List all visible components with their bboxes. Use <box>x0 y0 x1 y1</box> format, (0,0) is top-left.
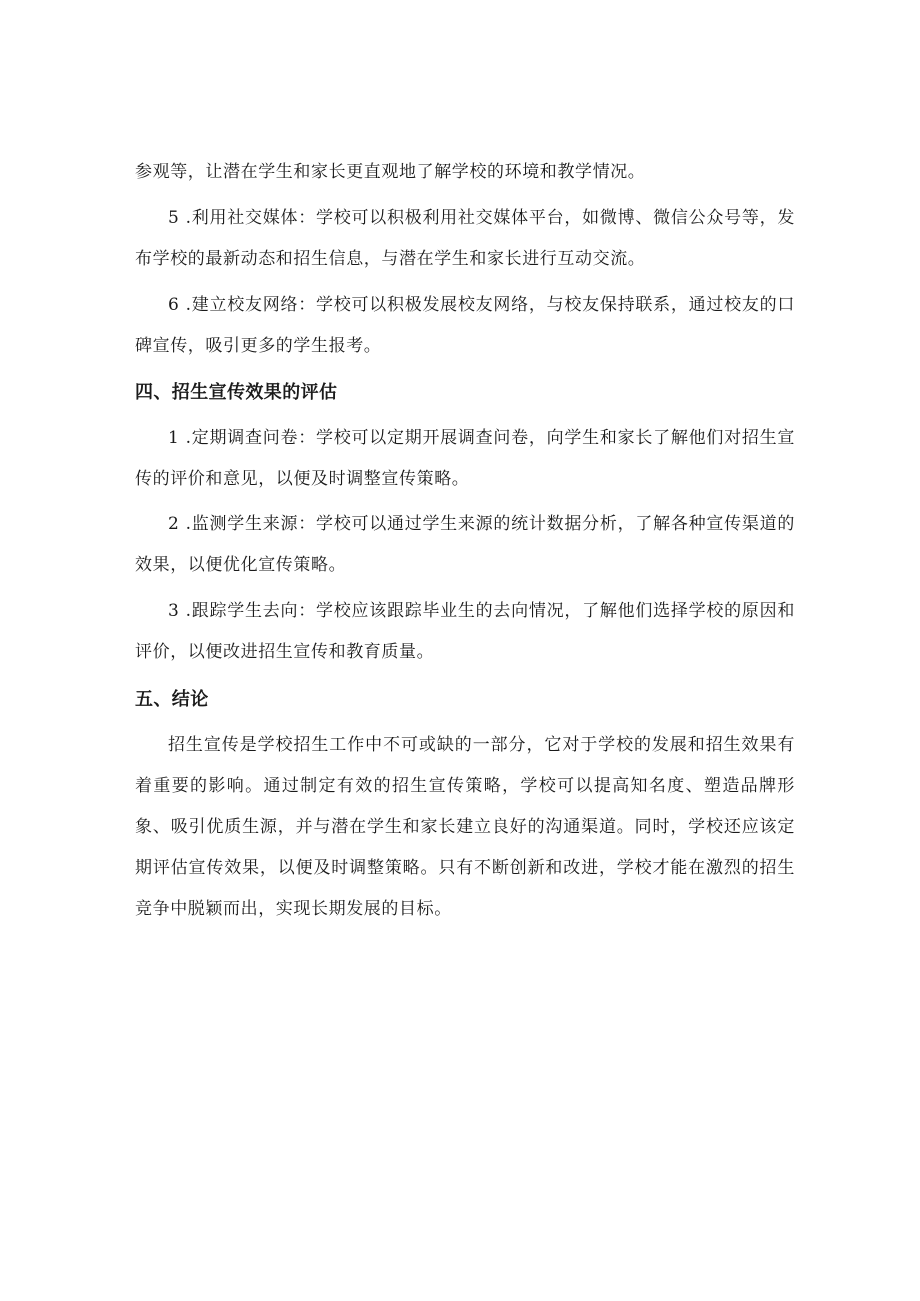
list-item-text: 6 .建立校友网络：学校可以积极发展校友网络，与校友保持联系，通过校友的口碑宣传，吸引更多的学生报考。 <box>135 295 795 356</box>
list-item-text: 1 .定期调查问卷：学校可以定期开展调查问卷，向学生和家长了解他们对招生宣传的评价和意见，以便及时调整宣传策略。 <box>135 428 795 489</box>
paragraph-text: 招生宣传是学校招生工作中不可或缺的一部分，它对于学校的发展和招生效果有着重要的影响。通过制定有效的招生宣传策略，学校可以提高知名度、塑造品牌形象、吸引优质生源，并与潜在学生和家长建立良好的沟通渠道。同时，学校还应该定期评估宣传效果，以便及时调整策略。只有不断创新和改进，学校才能在激烈的招生竞争中脱颖而出，实现长期发展的目标。 <box>135 735 795 919</box>
section-heading-conclusion: 五、结论 <box>135 689 209 710</box>
list-item-6 <box>135 285 795 367</box>
paragraph-text: 参观等，让潜在学生和家长更直观地了解学校的环境和教学情况。 <box>135 162 646 182</box>
section-heading-evaluation: 四、招生宣传效果的评估 <box>135 382 338 403</box>
list-item-2 <box>135 504 795 586</box>
list-item-text: 5 .利用社交媒体：学校可以积极利用社交媒体平台，如微博、微信公众号等，发布学校的最新动态和招生信息，与潜在学生和家长进行互动交流。 <box>135 208 795 269</box>
paragraph-continuation <box>135 152 795 193</box>
list-item-text: 2 .监测学生来源：学校可以通过学生来源的统计数据分析，了解各种宣传渠道的效果，以便优化宣传策略。 <box>135 514 795 575</box>
list-item-5 <box>135 198 795 280</box>
list-item-3 <box>135 591 795 673</box>
list-item-1 <box>135 418 795 500</box>
conclusion-paragraph <box>135 725 795 930</box>
list-item-text: 3 .跟踪学生去向：学校应该跟踪毕业生的去向情况，了解他们选择学校的原因和评价，以便改进招生宣传和教育质量。 <box>135 601 795 662</box>
